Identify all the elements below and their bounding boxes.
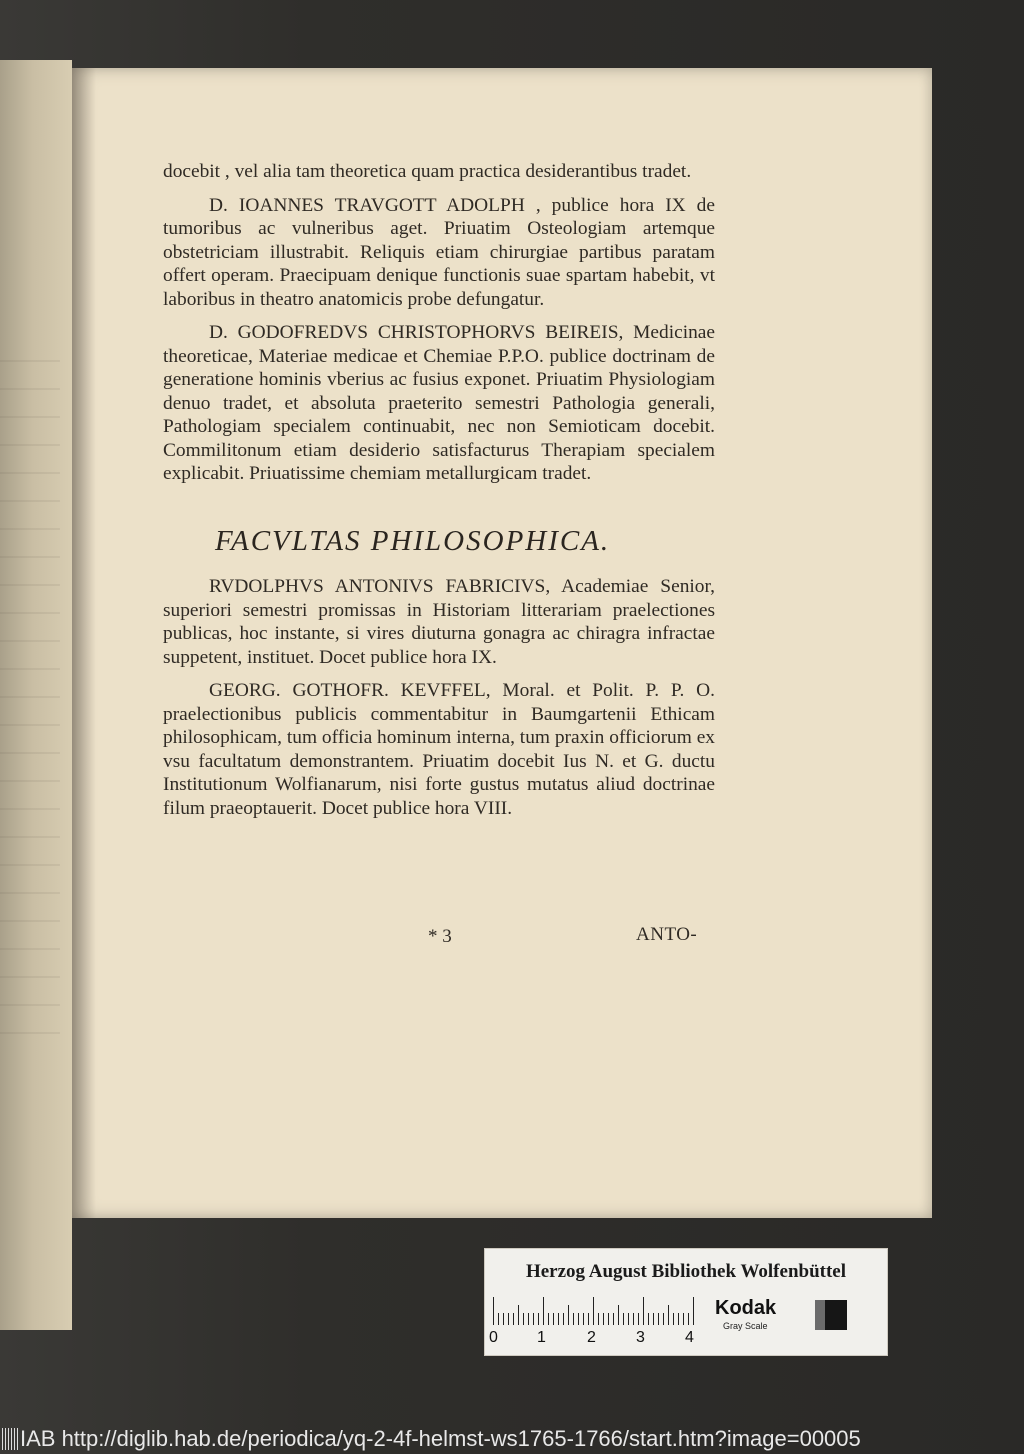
paragraph-keuffel: GEORG. GOTHOFR. KEVFFEL, Moral. et Polit. P. P. O. praelectionibus publicis commentabitur in Baumgartenii Ethicam philosophicam, tum officia hominum interna, tum praxin officiorum ex vsu facultatum demonstrantem. Priuatim docebit Ius N. et G. ductu Institutionum Wolfianarum, nisi forte gustus mutatus aliud doctrinae filum praeoptauerit. Docet publice hora VIII. <box>163 680 715 819</box>
ruler-ticks <box>493 1295 693 1325</box>
ruler-tick <box>693 1297 694 1325</box>
ruler-tick <box>578 1313 579 1325</box>
ruler-tick <box>638 1313 639 1325</box>
ruler-tick <box>598 1313 599 1325</box>
gray-swatch <box>815 1300 825 1330</box>
ruler-number: 0 <box>489 1329 498 1346</box>
page-text-block <box>163 160 715 830</box>
ruler-tick <box>508 1313 509 1325</box>
ruler-tick <box>493 1297 494 1325</box>
ruler-tick <box>678 1313 679 1325</box>
ruler-tick <box>523 1313 524 1325</box>
section-heading: FACVLTAS PHILOSOPHICA. <box>215 524 611 557</box>
ruler-tick <box>533 1313 534 1325</box>
footer-url-bar <box>0 1424 1024 1454</box>
ruler-tick <box>628 1313 629 1325</box>
ruler-number: 2 <box>587 1329 596 1346</box>
catchword: ANTO- <box>636 924 698 945</box>
page-gutter-shadow <box>72 68 96 1218</box>
ruler-tick <box>643 1297 644 1325</box>
ruler-tick <box>658 1313 659 1325</box>
ruler-tick <box>633 1313 634 1325</box>
ruler-tick <box>663 1313 664 1325</box>
paragraph-beireis: D. GODOFREDVS CHRISTOPHORVS BEIREIS, Medicinae theoreticae, Materiae medicae et Chemiae P.P.O. publice doctrinam de generatione hominis vberius ac fusius exponet. Priuatim Physiologiam denuo tradet, et absoluta praeterito semestri Pathologia generali, Pathologiam specialem continuabit, nec non Semioticam docebit. Commilitonum etiam desiderio satisfacturus Therapiam specialem explicabit. Priuatissime chemiam metallurgicam tradet. <box>163 322 715 484</box>
ruler-tick <box>613 1313 614 1325</box>
black-swatch <box>825 1300 847 1330</box>
ruler-number: 3 <box>636 1329 645 1346</box>
gray-scale-label: Gray Scale <box>723 1321 768 1331</box>
ruler-number: 1 <box>537 1329 546 1346</box>
ruler-tick <box>603 1313 604 1325</box>
ruler-tick <box>503 1313 504 1325</box>
ruler-tick <box>673 1313 674 1325</box>
ruler-tick <box>618 1305 619 1325</box>
kodak-logo: Kodak <box>715 1297 777 1319</box>
ruler-tick <box>558 1313 559 1325</box>
ruler-tick <box>513 1313 514 1325</box>
ruler-tick <box>518 1305 519 1325</box>
ruler-tick <box>593 1297 594 1325</box>
ruler-tick <box>543 1297 544 1325</box>
signature-mark: * 3 <box>428 926 452 947</box>
ruler-tick <box>648 1313 649 1325</box>
ruler-tick <box>608 1313 609 1325</box>
ruler-tick <box>548 1313 549 1325</box>
ruler-tick <box>573 1313 574 1325</box>
color-scale-card <box>484 1248 888 1356</box>
paragraph-adolph: D. IOANNES TRAVGOTT ADOLPH , publice hora IX de tumoribus ac vulneribus aget. Priuatim Osteologiam artemque obstetriciam illustrabit. Reliquis etiam chirurgiae partibus paratam offert operam. Praecipuam denique functionis suae spartam habebit, vt laboribus in theatro anatomicis probe defungatur. <box>163 194 715 310</box>
facing-page-text-shadow <box>0 360 60 1060</box>
barcode-icon <box>2 1428 20 1450</box>
library-name: Herzog August Bibliothek Wolfenbüttel <box>525 1261 847 1282</box>
ruler-tick <box>653 1313 654 1325</box>
footer-url: IAB http://diglib.hab.de/periodica/yq-2-4f-helmst-ws1765-1766/start.htm?image=00005 <box>20 1426 861 1451</box>
ruler-tick <box>528 1313 529 1325</box>
ruler-tick <box>568 1305 569 1325</box>
ruler-tick <box>583 1313 584 1325</box>
ruler-tick <box>553 1313 554 1325</box>
facing-page-edge <box>0 60 72 1330</box>
ruler-tick <box>623 1313 624 1325</box>
ruler-tick <box>683 1313 684 1325</box>
ruler-tick <box>668 1305 669 1325</box>
ruler-tick <box>498 1313 499 1325</box>
ruler-tick <box>563 1313 564 1325</box>
paragraph-continuation: docebit , vel alia tam theoretica quam practica desiderantibus tradet. <box>163 161 692 182</box>
ruler-tick <box>588 1313 589 1325</box>
ruler-tick <box>688 1313 689 1325</box>
paragraph-fabricius: RVDOLPHVS ANTONIVS FABRICIVS, Academiae Senior, superiori semestri promissas in Historiam litterariam praelectiones publicas, hoc instante, si vires diuturna gonagra ac chiragra infractae suppetent, instituet. Docet publice hora IX. <box>163 576 715 668</box>
ruler-number: 4 <box>685 1329 694 1346</box>
ruler-tick <box>538 1313 539 1325</box>
